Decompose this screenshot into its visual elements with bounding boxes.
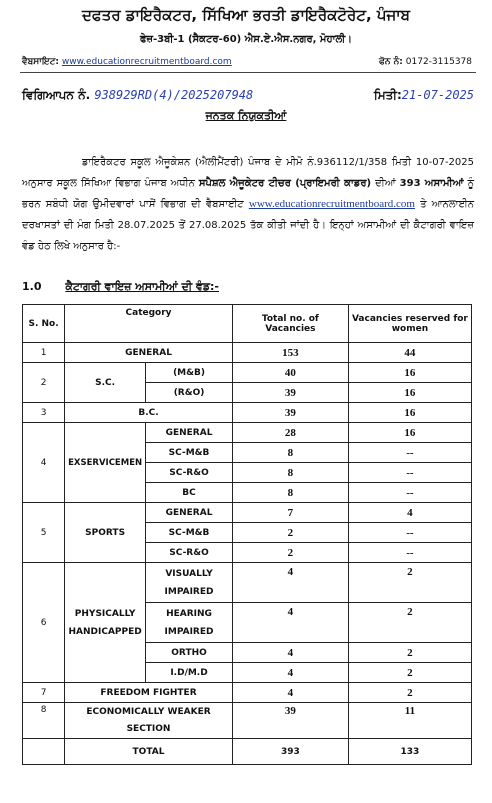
total-women: 133 [348,739,471,765]
row-total: 8 [232,443,348,463]
row-sno: 4 [23,423,65,503]
office-title: ਦਫਤਰ ਡਾਇਰੈਕਟਰ, ਸਿੱਖਿਆ ਭਰਤੀ ਡਾਇਰੈਕਟੋਰੇਟ, ਪੰਜਾਬ [82,6,410,24]
row-subcategory: (R&O) [146,383,233,403]
row-category: GENERAL [65,343,233,363]
row-category: EXSERVICEMEN [65,423,146,503]
row-category: S.C. [65,363,146,403]
website-link-inline[interactable]: www.educationrecruitmentboard.com [248,198,415,210]
row-category: B.C. [65,403,233,423]
post-name: ਸਪੈਸ਼ਲ ਐਜੂਕੇਟਰ ਟੀਚਰ (ਪ੍ਰਾਇਮਰੀ ਕਾਡਰ) [198,178,372,189]
row-subcategory: (M&B) [146,363,233,383]
row-subcategory: I.D/M.D [146,663,233,683]
header-total: Total no. of Vacancies [232,305,348,343]
row-total: 4 [232,603,348,643]
table-total-row [23,739,472,765]
row-subcategory: SC-R&O [146,543,233,563]
row-women: 2 [348,603,471,643]
section-heading [22,280,219,294]
row-women: 16 [348,403,471,423]
row-total: 4 [232,563,348,603]
vacancy-table [22,304,472,765]
row-subcategory: SC-R&O [146,463,233,483]
row-subcategory: SC-M&B [146,523,233,543]
row-total: 2 [232,543,348,563]
notice-paragraph [22,152,474,257]
table-row [23,423,472,443]
table-row [23,703,472,739]
phone-label: ਫੋਨ ਨੰ: [379,57,403,67]
row-total: 28 [232,423,348,443]
row-women: 16 [348,423,471,443]
row-total: 39 [232,703,348,739]
row-total: 4 [232,663,348,683]
office-address: ਫੇਜ਼-3ਬੀ-1 (ਸੈਕਟਰ-60) ਐਸ.ਏ.ਐਸ.ਨਗਰ, ਮੋਹਾਲੀ। [139,34,353,45]
table-row [23,403,472,423]
row-subcategory: GENERAL [146,503,233,523]
row-women: 16 [348,383,471,403]
row-women: -- [348,543,471,563]
reference-date [374,88,474,103]
table-row [23,503,472,523]
para-text-1: ਡਾਇਰੈਕਟਰ ਸਕੂਲ ਐਜੂਕੇਸ਼ਨ (ਐਲੀਮੈਂਟਰੀ) ਪੰਜਾਬ ਦੇ ਮੀਮੋ ਨੰ.936112/1/358 ਮਿਤੀ 10-07-2025 ਅਨੁਸਾਰ ਸਕੂਲ ਸਿੱਖਿਆ ਵਿਭਾਗ ਪੰਜਾਬ ਅਧੀਨ [22,157,474,189]
row-women: 2 [348,643,471,663]
row-total: 7 [232,503,348,523]
row-women: 2 [348,683,471,703]
reference-row [22,88,474,103]
table-row [23,363,472,383]
row-total: 4 [232,643,348,663]
row-sno: 1 [23,343,65,363]
row-subcategory: HEARING IMPAIRED [146,603,233,643]
row-sno: 2 [23,363,65,403]
header-women: Vacancies reserved for women [348,305,471,343]
para-text-4: ਤੇ ਆਨਲਾਈਨ ਦਰਖਾਸਤਾਂ ਦੀ ਮੰਗ ਮਿਤੀ 28.07.2025 ਤੋਂ 27.08.2025 ਤੱਕ ਕੀਤੀ ਜਾਂਦੀ ਹੈ। ਇਨ੍ਹਾਂ ਅਸਾਮੀਆਂ ਦੀ ਕੈਟਾਗਰੀ ਵਾਇਜ਼ ਵੰਡ ਹੇਠ ਲਿਖੇ ਅਨੁਸਾਰ ਹੈ:- [22,199,474,252]
row-subcategory: VISUALLY IMPAIRED [146,563,233,603]
contact-row [22,57,472,67]
row-sno: 5 [23,503,65,563]
row-total: 153 [232,343,348,363]
row-total: 8 [232,483,348,503]
phone-number: 0172-3115378 [405,57,472,67]
row-women: 2 [348,563,471,603]
row-sno: 8 [23,703,65,739]
section-number: 1.0 [22,280,42,293]
row-women: -- [348,463,471,483]
row-total: 40 [232,363,348,383]
row-sno: 7 [23,683,65,703]
row-total: 2 [232,523,348,543]
row-women: 16 [348,363,471,383]
row-category: SPORTS [65,503,146,563]
row-women: 4 [348,503,471,523]
row-women: -- [348,483,471,503]
header-divider [20,72,476,73]
row-category: PHYSICALLY HANDICAPPED [65,563,146,683]
row-category: FREEDOM FIGHTER [65,683,233,703]
row-total: 39 [232,383,348,403]
row-subcategory: BC [146,483,233,503]
header-category: Category [65,305,233,343]
row-women: 11 [348,703,471,739]
row-total: 39 [232,403,348,423]
section-title: ਕੈਟਾਗਰੀ ਵਾਇਜ਼ ਅਸਾਮੀਆਂ ਦੀ ਵੰਡ:- [65,280,219,293]
table-row [23,683,472,703]
row-women: 2 [348,663,471,683]
website-link[interactable]: www.educationrecruitmentboard.com [61,57,232,67]
header-sno: S. No. [23,305,65,343]
table-header-row [23,305,472,343]
para-text-3: ਨੂੰ ਭਰਨ ਸਬੰਧੀ ਯੋਗ ਉਮੀਦਵਾਰਾਂ ਪਾਸੋਂ ਵਿਭਾਗ ਦੀ ਵੈਬਸਾਈਟ [22,178,474,210]
date-label: ਮਿਤੀ: [373,88,402,102]
website-label: ਵੈਬਸਾਇਟ: [22,57,60,67]
row-subcategory: GENERAL [146,423,233,443]
row-women: -- [348,443,471,463]
para-text-2: ਦੀਆਂ [371,178,400,189]
row-women: -- [348,523,471,543]
reference-number: 938929RD(4)/2025207948 [94,88,254,102]
row-total: 8 [232,463,348,483]
total-vacancies: 393 [232,739,348,765]
notice-title: ਜਨਤਕ ਨਿਯੁਕਤੀਆਂ [205,109,287,122]
total-label: TOTAL [65,739,233,765]
post-count: 393 ਅਸਾਮੀਆਂ [399,178,464,189]
row-subcategory: SC-M&B [146,443,233,463]
row-women: 44 [348,343,471,363]
row-sno: 6 [23,563,65,683]
reference-label: ਵਿਗਿਆਪਨ ਨੰ. [22,88,91,102]
row-sno: 3 [23,403,65,423]
row-subcategory: ORTHO [146,643,233,663]
table-row [23,563,472,603]
date-value: 21-07-2025 [401,88,474,102]
table-row [23,343,472,363]
row-total: 4 [232,683,348,703]
total-blank-cell [23,739,65,765]
phone-info [379,57,472,67]
row-category: ECONOMICALLY WEAKER SECTION [65,703,233,739]
